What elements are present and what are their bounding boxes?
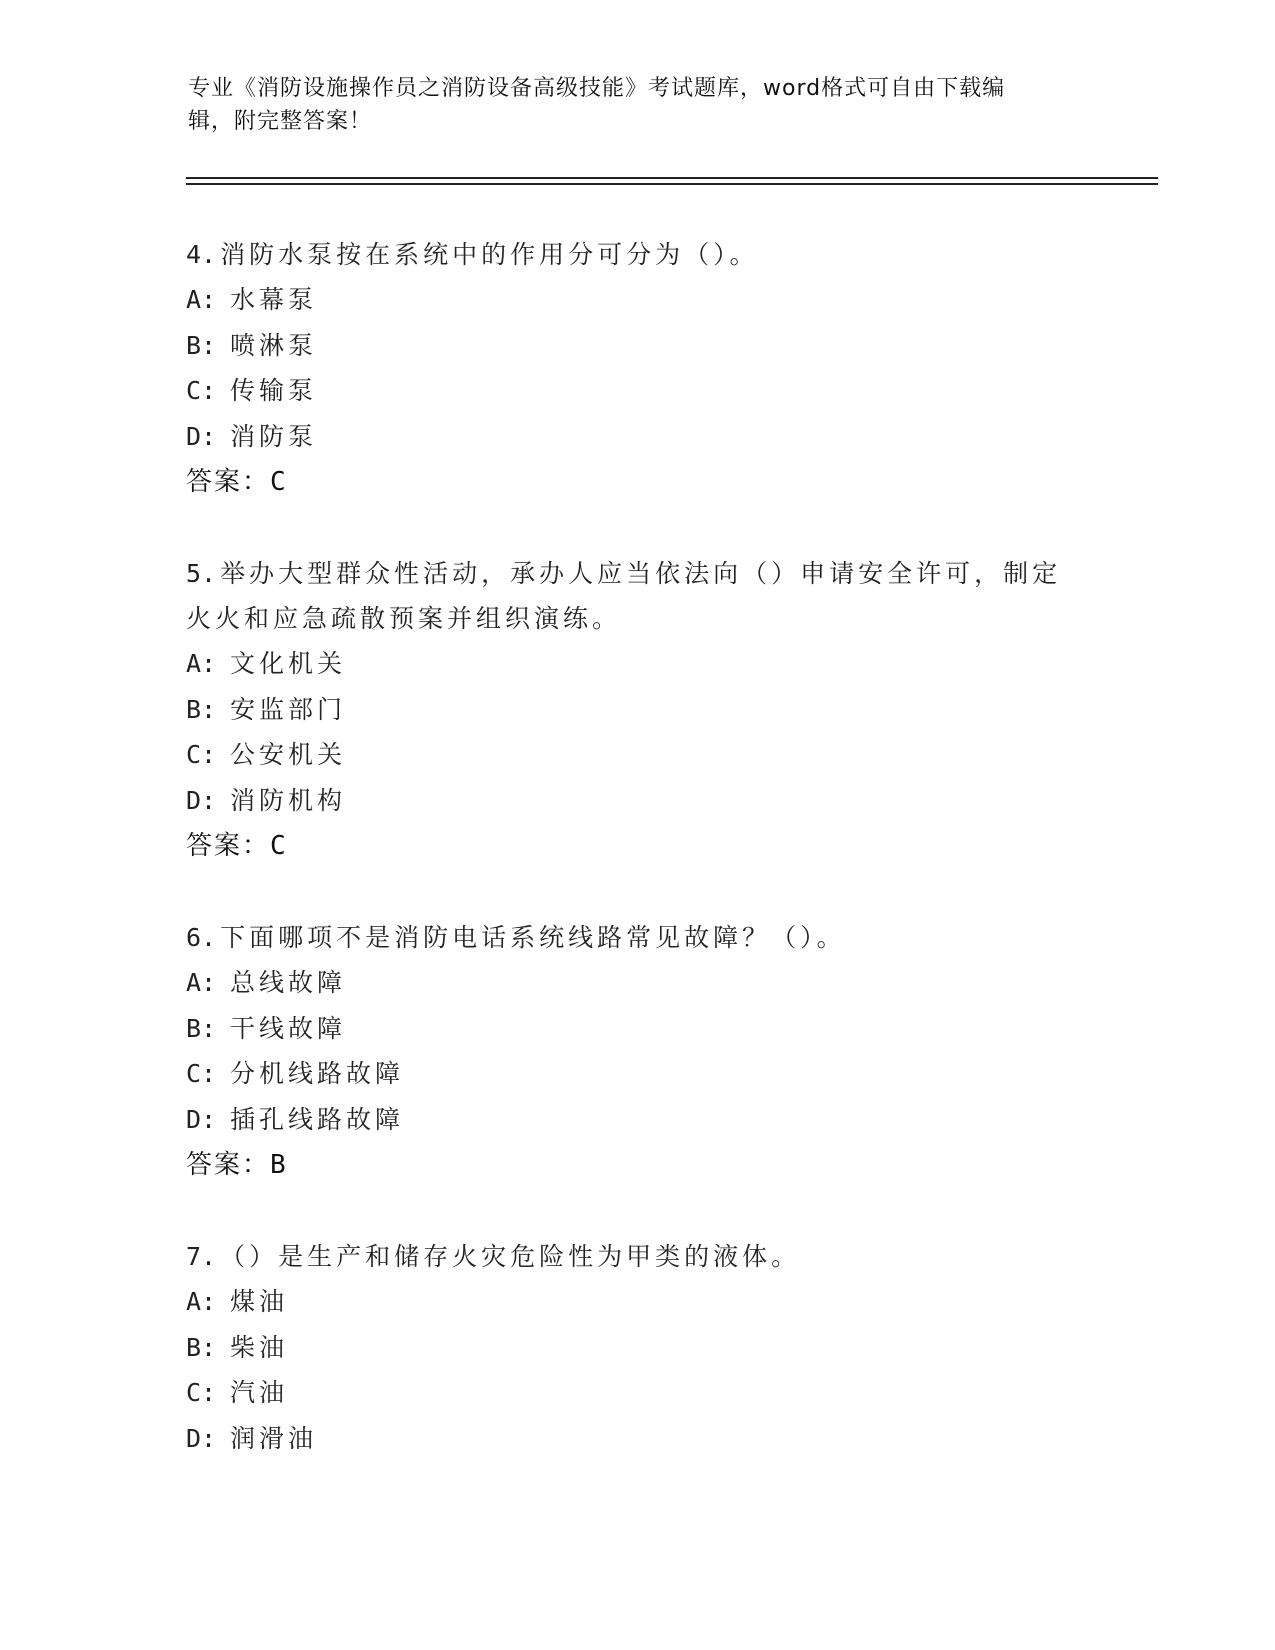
question-number: 7. xyxy=(186,1242,217,1271)
option-text: 文化机关 xyxy=(230,649,347,678)
option-text: 柴油 xyxy=(230,1332,289,1362)
option-text: 煤油 xyxy=(230,1287,289,1316)
option-b xyxy=(186,1006,1086,1052)
answer-line xyxy=(186,459,1086,505)
option-text: 分机线路故障 xyxy=(230,1059,405,1088)
question-stem-line: 举办大型群众性活动，承办人应当依法向（）申请安全许可，制定 xyxy=(220,559,1062,588)
document-header xyxy=(188,72,1068,138)
option-text: 总线故障 xyxy=(230,968,347,997)
question-number: 4. xyxy=(186,240,217,269)
option-b xyxy=(186,1325,1086,1371)
option-d xyxy=(186,778,1086,824)
question-stem-line: （）是生产和储存火灾危险性为甲类的液体。 xyxy=(220,1242,801,1271)
option-letter: D: xyxy=(186,1423,217,1453)
option-letter: B: xyxy=(186,1013,217,1043)
option-text: 传输泵 xyxy=(230,376,318,405)
question-stem xyxy=(186,915,1086,960)
option-text: 消防机构 xyxy=(230,785,347,815)
question-list xyxy=(186,232,1086,1507)
option-c xyxy=(186,368,1086,414)
question-7 xyxy=(186,1234,1086,1461)
question-6 xyxy=(186,915,1086,1188)
answer-label: 答案： xyxy=(186,1150,271,1180)
option-a xyxy=(186,641,1086,687)
option-letter: C: xyxy=(186,740,217,769)
header-line-2: 辑，附完整答案！ xyxy=(188,109,373,134)
question-stem xyxy=(186,1234,1086,1279)
option-letter: C: xyxy=(186,376,217,405)
option-text: 公安机关 xyxy=(230,740,347,769)
option-c xyxy=(186,1370,1086,1416)
option-text: 喷淋泵 xyxy=(230,330,318,360)
option-letter: A: xyxy=(186,1287,217,1316)
option-text: 水幕泵 xyxy=(230,285,318,314)
option-b xyxy=(186,687,1086,733)
header-divider-bottom xyxy=(186,183,1158,185)
option-letter: A: xyxy=(186,285,217,314)
option-text: 安监部门 xyxy=(230,694,347,724)
option-c xyxy=(186,732,1086,778)
option-text: 插孔线路故障 xyxy=(230,1104,405,1134)
question-stem-line: 下面哪项不是消防电话系统线路常见故障？（）。 xyxy=(220,923,846,952)
question-number: 6. xyxy=(186,923,217,952)
answer-value: C xyxy=(270,831,286,861)
answer-line xyxy=(186,823,1086,869)
option-letter: C: xyxy=(186,1059,217,1088)
question-4 xyxy=(186,232,1086,505)
option-letter: D: xyxy=(186,1104,217,1134)
question-5 xyxy=(186,551,1086,869)
option-text: 干线故障 xyxy=(230,1013,347,1043)
answer-label: 答案： xyxy=(186,467,271,497)
option-d xyxy=(186,1097,1086,1143)
question-stem xyxy=(186,551,1086,596)
option-letter: C: xyxy=(186,1378,217,1407)
question-stem xyxy=(186,232,1086,277)
option-letter: A: xyxy=(186,649,217,678)
option-b xyxy=(186,323,1086,369)
option-letter: D: xyxy=(186,421,217,451)
option-a xyxy=(186,277,1086,323)
option-letter: D: xyxy=(186,785,217,815)
answer-line xyxy=(186,1142,1086,1188)
option-text: 汽油 xyxy=(230,1378,289,1407)
option-letter: B: xyxy=(186,1332,217,1362)
question-stem-line: 消防水泵按在系统中的作用分可分为（）。 xyxy=(220,240,759,269)
option-a xyxy=(186,1279,1086,1325)
option-letter: B: xyxy=(186,330,217,360)
answer-label: 答案： xyxy=(186,831,271,861)
answer-value: B xyxy=(270,1150,286,1180)
option-text: 润滑油 xyxy=(230,1423,318,1453)
option-text: 消防泵 xyxy=(230,421,318,451)
option-d xyxy=(186,1416,1086,1462)
header-divider-top xyxy=(186,177,1158,179)
option-a xyxy=(186,960,1086,1006)
option-c xyxy=(186,1051,1086,1097)
header-line-1: 专业《消防设施操作员之消防设备高级技能》考试题库，word格式可自由下载编 xyxy=(188,76,1006,101)
option-letter: B: xyxy=(186,694,217,724)
answer-value: C xyxy=(270,467,286,497)
question-stem-continued: 火火和应急疏散预案并组织演练。 xyxy=(186,604,622,633)
option-letter: A: xyxy=(186,968,217,997)
option-d xyxy=(186,414,1086,460)
question-number: 5. xyxy=(186,559,217,588)
